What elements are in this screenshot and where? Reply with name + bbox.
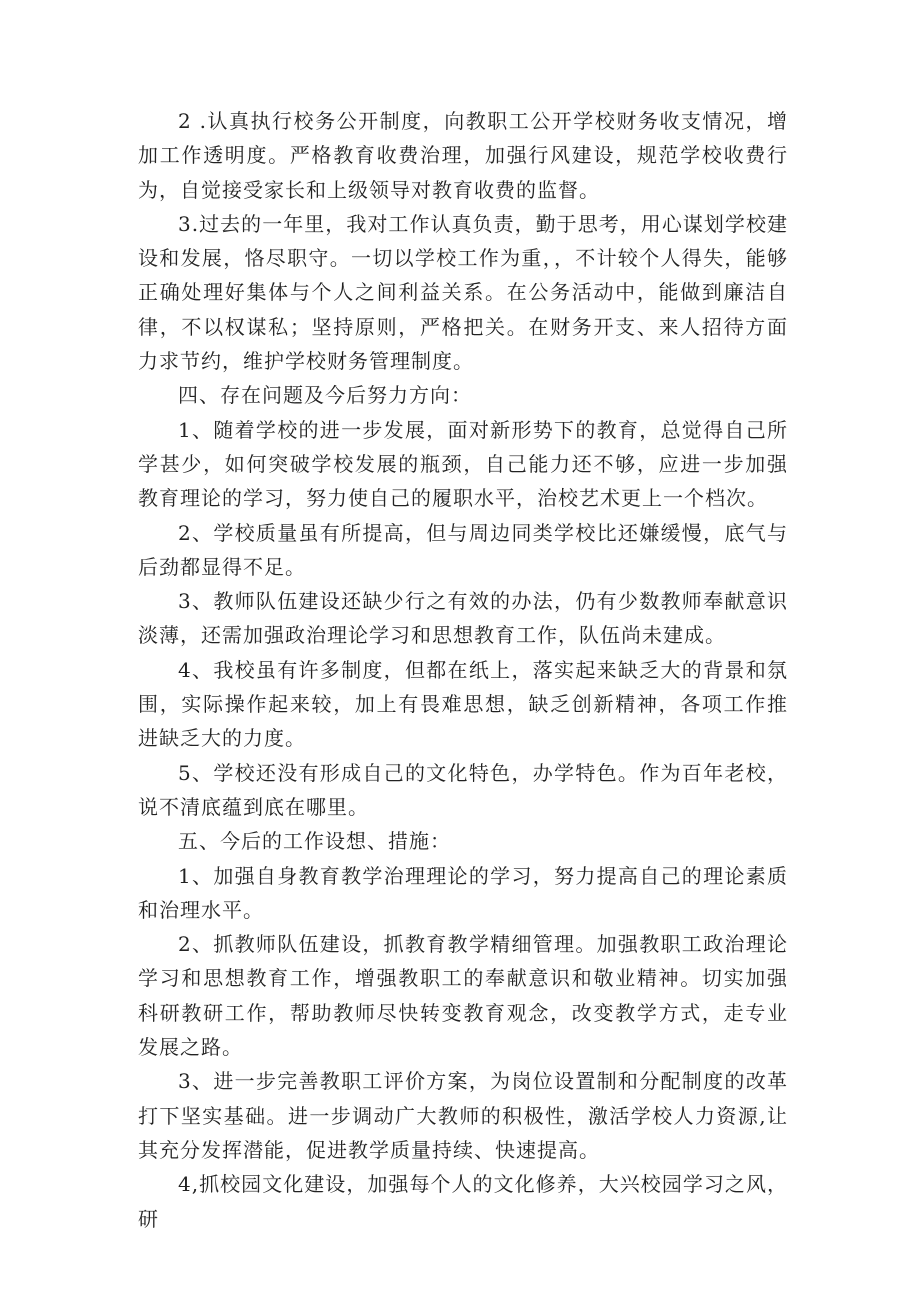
section-heading-plans: 五、今后的工作设想、措施： [178,829,451,854]
paragraph-problem-3: 3、教师队伍建设还缺少行之有效的办法，仍有少数教师奉献意识淡薄，还需加强政治理论学习和思想教育工作，队伍尚未建成。 [138,589,788,648]
paragraph-problem-2: 2、学校质量虽有所提高，但与周边同类学校比还嫌缓慢，底气与后劲都显得不足。 [138,520,788,579]
document-body [138,104,788,1236]
paragraph-work-conduct: 3.过去的一年里，我对工作认真负责，勤于思考，用心谋划学校建设和发展，恪尽职守。一切以学校工作为重，，不计较个人得失，能够正确处理好集体与个人之间利益关系。在公务活动中，能做到廉洁自律，不以权谋私；坚持原则，严格把关。在财务开支、来人招待方面力求节约，维护学校财务管理制度。 [138,211,788,374]
paragraph-problem-5: 5、学校还没有形成自己的文化特色，办学特色。作为百年老校，说不清底蕴到底在哪里。 [138,760,788,819]
section-heading-problems: 四、存在问题及今后努力方向： [178,383,472,408]
paragraph-plan-4: 4,抓校园文化建设，加强每个人的文化修养，大兴校园学习之风，研 [138,1172,788,1231]
paragraph-plan-3: 3、进一步完善教职工评价方案，为岗位设置制和分配制度的改革打下坚实基础。进一步调动广大教师的积极性，激活学校人力资源,让其充分发挥潜能，促进教学质量持续、快速提高。 [138,1069,788,1162]
paragraph-problem-1: 1、随着学校的进一步发展，面对新形势下的教育，总觉得自己所学甚少，如何突破学校发展的瓶颈，自己能力还不够，应进一步加强教育理论的学习，努力使自己的履职水平，治校艺术更上一个档次。 [138,417,788,511]
paragraph-problem-4: 4、我校虽有许多制度，但都在纸上，落实起来缺乏大的背景和氛围，实际操作起来较，加上有畏难思想，缺乏创新精神，各项工作推进缺乏大的力度。 [138,657,788,751]
paragraph-finance-transparency: 2 .认真执行校务公开制度，向教职工公开学校财务收支情况，增加工作透明度。严格教育收费治理，加强行风建设，规范学校收费行为，自觉接受家长和上级领导对教育收费的监督。 [138,109,788,202]
paragraph-plan-1: 1、加强自身教育教学治理理论的学习，努力提高自己的理论素质和治理水平。 [138,863,788,922]
paragraph-plan-2: 2、抓教师队伍建设，抓教育教学精细管理。加强教职工政治理论学习和思想教育工作，增强教职工的奉献意识和敬业精神。切实加强科研教研工作，帮助教师尽快转变教育观念，改变教学方式，走专业发展之路。 [138,932,788,1060]
